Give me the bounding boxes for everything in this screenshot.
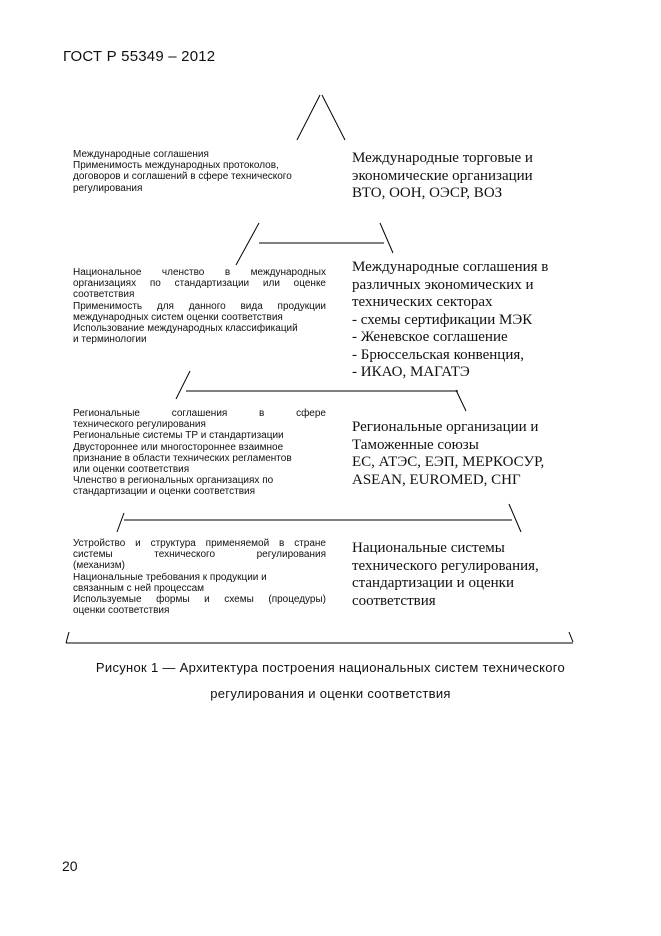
level-4-left-text: Устройство и структура применяемой в стране системы технического регулирования (механизм) Национальные требования к продукции и связанным с ней процессам Используемые формы и схемы (процедуры) оценки соответствия (73, 538, 326, 617)
pyramid-edge (176, 371, 190, 399)
document-header: ГОСТ Р 55349 – 2012 (63, 48, 216, 65)
level-3-right-text: Региональные организации и Таможенные союзы ЕС, АТЭС, ЕЭП, МЕРКОСУР, ASEAN, EUROMED, СНГ (352, 419, 545, 488)
page-number: 20 (62, 858, 78, 874)
pyramid-edge (380, 223, 393, 253)
pyramid-edge (569, 632, 573, 642)
level-3-left-text: Региональные соглашения в сфере технического регулирования Региональные системы ТР и стандартизации Двустороннее или многостороннее взаимное признание в области технических регламентов или оценки соответствия Членство в региональных организациях по стандартизации и оценки соответствия (73, 408, 326, 498)
level-2-left-text: Национальное членство в международных организациях по стандартизации или оценке соответствия Применимость для данного вида продукции международных систем оценки соответствия Использование международных классификаций и терминологии (73, 267, 326, 346)
level-2-right-text: Международные соглашения в различных экономических и технических секторах - схемы сертификации МЭК - Женевское соглашение - Брюссельская конвенция, - ИКАО, МАГАТЭ (352, 259, 549, 380)
pyramid-edge (236, 223, 259, 265)
level-4-right-text: Национальные системы технического регулирования, стандартизации и оценки соответствия (352, 540, 539, 609)
pyramid-edge (509, 504, 521, 532)
pyramid-edge (117, 513, 124, 532)
pyramid-edge (456, 390, 466, 411)
level-1-left-text: Международные соглашения Применимость международных протоколов, договоров и соглашений в сфере технического регулирования (73, 149, 292, 194)
figure-caption-line-1: Рисунок 1 — Архитектура построения национальных систем технического (95, 660, 566, 675)
pyramid-edge (66, 632, 69, 643)
pyramid-edge (297, 95, 320, 140)
pyramid-edge (322, 95, 345, 140)
figure-caption-line-2: регулирования и оценки соответствия (210, 686, 451, 701)
level-1-right-text: Международные торговые и экономические организации ВТО, ООН, ОЭСР, ВОЗ (352, 150, 533, 201)
